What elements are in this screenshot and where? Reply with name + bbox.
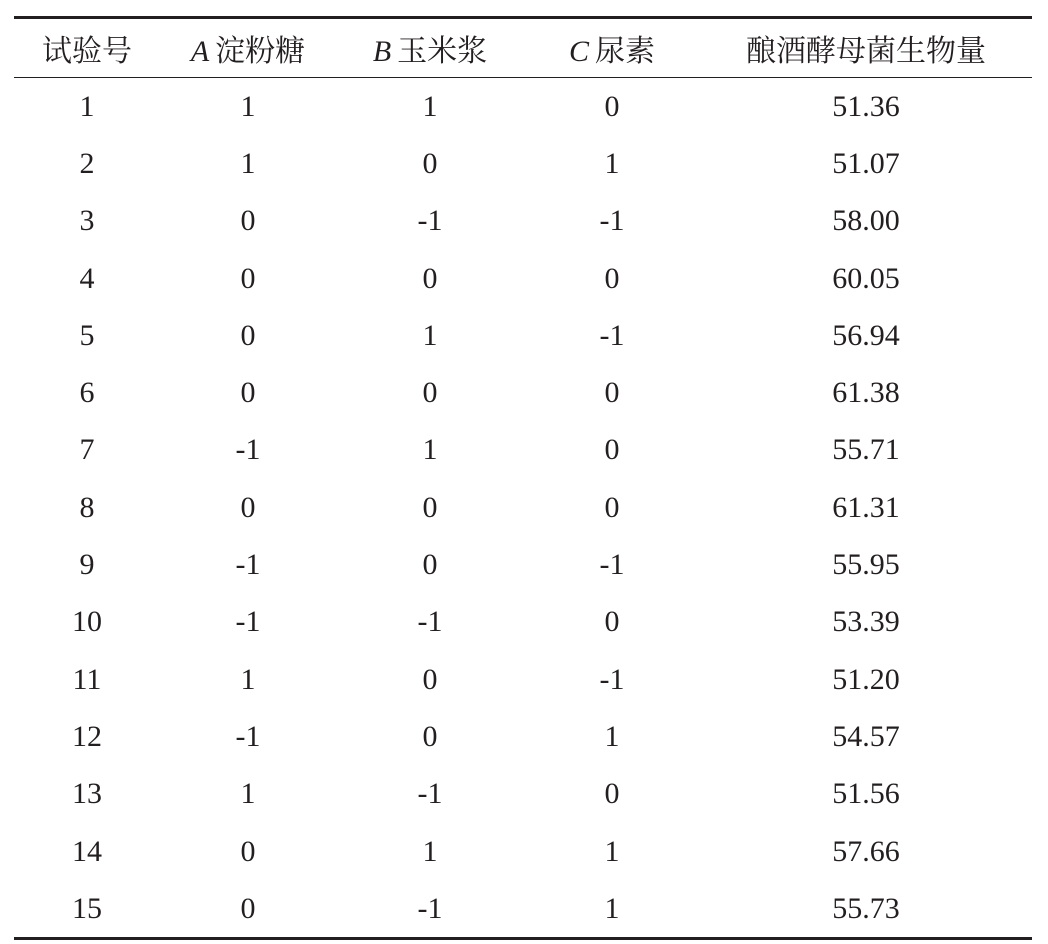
cell-factor-a: 1: [240, 146, 256, 180]
cell-biomass: 61.38: [832, 376, 900, 410]
table-row: [14, 479, 1032, 536]
header-factor-c-symbol: C: [568, 35, 589, 68]
cell-factor-b: 0: [422, 146, 438, 180]
table-row: [14, 651, 1032, 708]
table-header: [14, 18, 1032, 78]
table-row: [14, 823, 1032, 880]
cell-factor-c: -1: [599, 662, 625, 696]
cell-factor-c: 0: [604, 777, 620, 811]
cell-factor-c: 0: [604, 605, 620, 639]
table-row: [14, 422, 1032, 479]
header-factor-c: [524, 18, 700, 78]
cell-trial-number: 6: [79, 376, 95, 410]
cell-factor-c: 1: [604, 719, 620, 753]
cell-factor-b: 1: [422, 318, 438, 352]
cell-factor-b: -1: [417, 204, 443, 238]
cell-factor-a: 1: [240, 89, 256, 123]
cell-factor-b: 0: [422, 719, 438, 753]
data-table: [14, 16, 1032, 940]
table-row: [14, 766, 1032, 823]
cell-biomass: 57.66: [832, 834, 900, 868]
cell-factor-b: -1: [417, 605, 443, 639]
cell-factor-a: 0: [240, 318, 256, 352]
header-trial-number-label: 试验号: [42, 35, 132, 68]
cell-factor-c: -1: [599, 204, 625, 238]
header-factor-c-label: 尿素: [595, 35, 655, 68]
cell-biomass: 51.36: [832, 89, 900, 123]
cell-trial-number: 13: [72, 777, 102, 811]
cell-factor-c: 0: [604, 89, 620, 123]
table-body: [14, 78, 1032, 939]
table-row: [14, 708, 1032, 765]
cell-biomass: 51.07: [832, 146, 900, 180]
data-table-container: [14, 16, 1032, 940]
header-factor-a: [160, 18, 336, 78]
cell-trial-number: 12: [72, 719, 102, 753]
cell-factor-a: -1: [235, 548, 261, 582]
cell-trial-number: 15: [72, 891, 102, 925]
cell-biomass: 54.57: [832, 719, 900, 753]
table-row: [14, 135, 1032, 192]
cell-factor-c: 1: [604, 834, 620, 868]
cell-factor-a: 1: [240, 662, 256, 696]
cell-factor-b: 0: [422, 490, 438, 524]
cell-biomass: 51.56: [832, 777, 900, 811]
table-row: [14, 193, 1032, 250]
cell-trial-number: 14: [72, 834, 102, 868]
cell-biomass: 53.39: [832, 605, 900, 639]
cell-factor-a: 0: [240, 490, 256, 524]
cell-biomass: 60.05: [832, 261, 900, 295]
cell-biomass: 51.20: [832, 662, 900, 696]
cell-factor-c: 1: [604, 891, 620, 925]
table-row: [14, 250, 1032, 307]
cell-trial-number: 8: [79, 490, 95, 524]
header-factor-b: [336, 18, 524, 78]
cell-factor-c: 1: [604, 146, 620, 180]
header-biomass-label: 酿酒酵母菌生物量: [746, 35, 986, 68]
cell-factor-c: 0: [604, 433, 620, 467]
cell-factor-a: 0: [240, 204, 256, 238]
cell-factor-a: 0: [240, 834, 256, 868]
cell-trial-number: 10: [72, 605, 102, 639]
table-row: [14, 536, 1032, 593]
cell-trial-number: 1: [79, 89, 95, 123]
cell-factor-a: 0: [240, 261, 256, 295]
table-row: [14, 78, 1032, 136]
cell-biomass: 58.00: [832, 204, 900, 238]
cell-trial-number: 11: [72, 662, 102, 696]
header-factor-a-symbol: A: [190, 35, 210, 68]
cell-factor-c: -1: [599, 548, 625, 582]
header-factor-b-symbol: B: [372, 35, 392, 68]
cell-factor-c: 0: [604, 376, 620, 410]
cell-trial-number: 9: [79, 548, 95, 582]
cell-factor-b: 1: [422, 834, 438, 868]
cell-biomass: 61.31: [832, 490, 900, 524]
cell-factor-b: 0: [422, 548, 438, 582]
cell-biomass: 56.94: [832, 318, 900, 352]
cell-factor-a: 0: [240, 376, 256, 410]
header-trial-number: [14, 18, 160, 78]
header-biomass: [700, 18, 1032, 78]
cell-factor-b: 0: [422, 261, 438, 295]
cell-trial-number: 3: [79, 204, 95, 238]
cell-trial-number: 4: [79, 261, 95, 295]
header-factor-a-label: 淀粉糖: [215, 35, 306, 68]
cell-factor-a: 1: [240, 777, 256, 811]
cell-biomass: 55.71: [832, 433, 900, 467]
cell-factor-b: 1: [422, 89, 438, 123]
cell-factor-a: -1: [235, 719, 261, 753]
cell-factor-a: 0: [240, 891, 256, 925]
cell-factor-a: -1: [235, 433, 261, 467]
cell-trial-number: 5: [79, 318, 95, 352]
cell-factor-b: 0: [422, 662, 438, 696]
cell-factor-b: 0: [422, 376, 438, 410]
cell-factor-b: -1: [417, 777, 443, 811]
table-row: [14, 594, 1032, 651]
table-row: [14, 880, 1032, 939]
cell-trial-number: 2: [79, 146, 95, 180]
cell-factor-c: 0: [604, 261, 620, 295]
cell-trial-number: 7: [79, 433, 95, 467]
table-row: [14, 307, 1032, 364]
cell-factor-b: 1: [422, 433, 438, 467]
cell-biomass: 55.73: [832, 891, 900, 925]
header-factor-b-label: 玉米浆: [397, 35, 488, 68]
cell-factor-a: -1: [235, 605, 261, 639]
cell-factor-c: -1: [599, 318, 625, 352]
cell-factor-b: -1: [417, 891, 443, 925]
cell-factor-c: 0: [604, 490, 620, 524]
cell-biomass: 55.95: [832, 548, 900, 582]
table-row: [14, 364, 1032, 421]
header-row: [14, 18, 1032, 78]
